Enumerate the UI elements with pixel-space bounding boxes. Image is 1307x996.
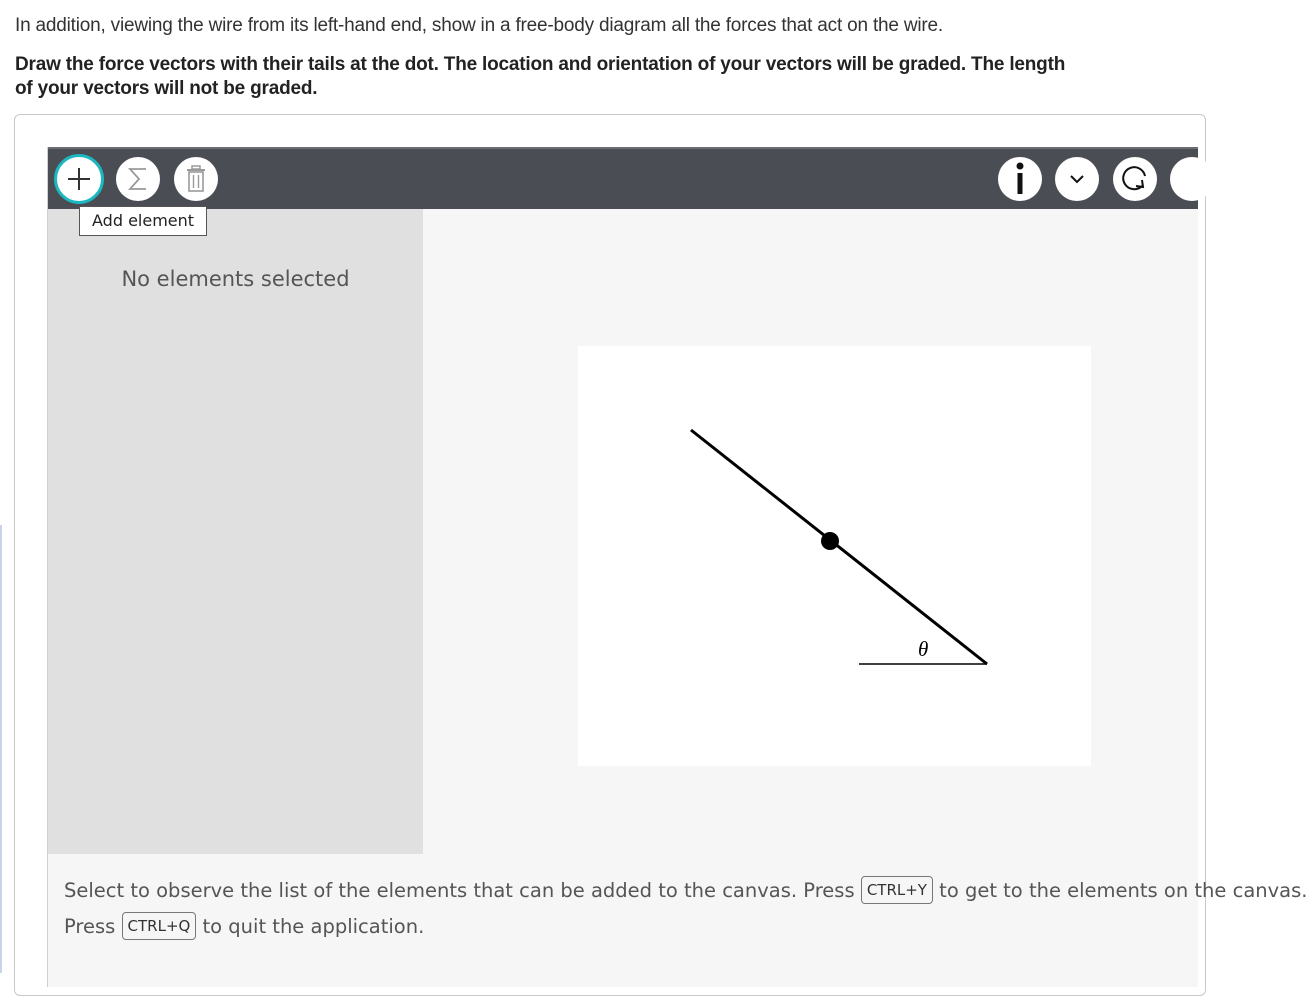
side-panel: [48, 209, 423, 854]
sigma-icon: [126, 166, 150, 192]
wire-line: [691, 430, 987, 664]
footer-text: Select to observe the list of the elements that can be added to the canvas. Press: [64, 879, 855, 902]
chevron-down-icon: [1069, 173, 1085, 185]
tooltip: Add element: [79, 206, 207, 236]
question-instructions: Draw the force vectors with their tails at the dot. The location and orientation of your vectors will be graded. The length of your vectors will not be graded.: [15, 54, 1066, 99]
drawing-canvas[interactable]: [578, 346, 1091, 766]
question-intro: In addition, viewing the wire from its left-hand end, show in a free-body diagram all the forces that act on the wire.: [15, 15, 943, 36]
tail-dot[interactable]: [821, 532, 839, 550]
info-button[interactable]: [998, 157, 1042, 201]
ctrl-q-key: CTRL+Q: [122, 912, 197, 940]
angle-label: θ: [918, 637, 929, 661]
plus-icon: [66, 166, 92, 192]
footer-text: to quit the application.: [202, 915, 425, 938]
footer-line-2: [64, 909, 1264, 945]
reset-icon: [1120, 164, 1150, 194]
no-selection-text: No elements selected: [121, 267, 350, 291]
wire-diagram: [578, 346, 1091, 766]
reset-button[interactable]: [1113, 157, 1157, 201]
footer-text: Press: [64, 915, 116, 938]
left-edge-strip: [0, 525, 2, 973]
info-icon: [1010, 161, 1030, 197]
trash-icon: [184, 165, 208, 193]
toolbar: [48, 147, 1198, 209]
footer-line-1: [64, 873, 1307, 909]
delete-button[interactable]: [174, 157, 218, 201]
toolbar-overflow-button[interactable]: [1170, 157, 1214, 201]
footer-text: to get to the elements on the canvas.: [939, 879, 1307, 902]
more-button[interactable]: [1055, 157, 1099, 201]
footer-help: [64, 873, 1307, 945]
sum-button[interactable]: [116, 157, 160, 201]
add-element-button[interactable]: [54, 154, 104, 204]
fbd-app: [47, 147, 1307, 987]
ctrl-y-key: CTRL+Y: [861, 876, 933, 904]
